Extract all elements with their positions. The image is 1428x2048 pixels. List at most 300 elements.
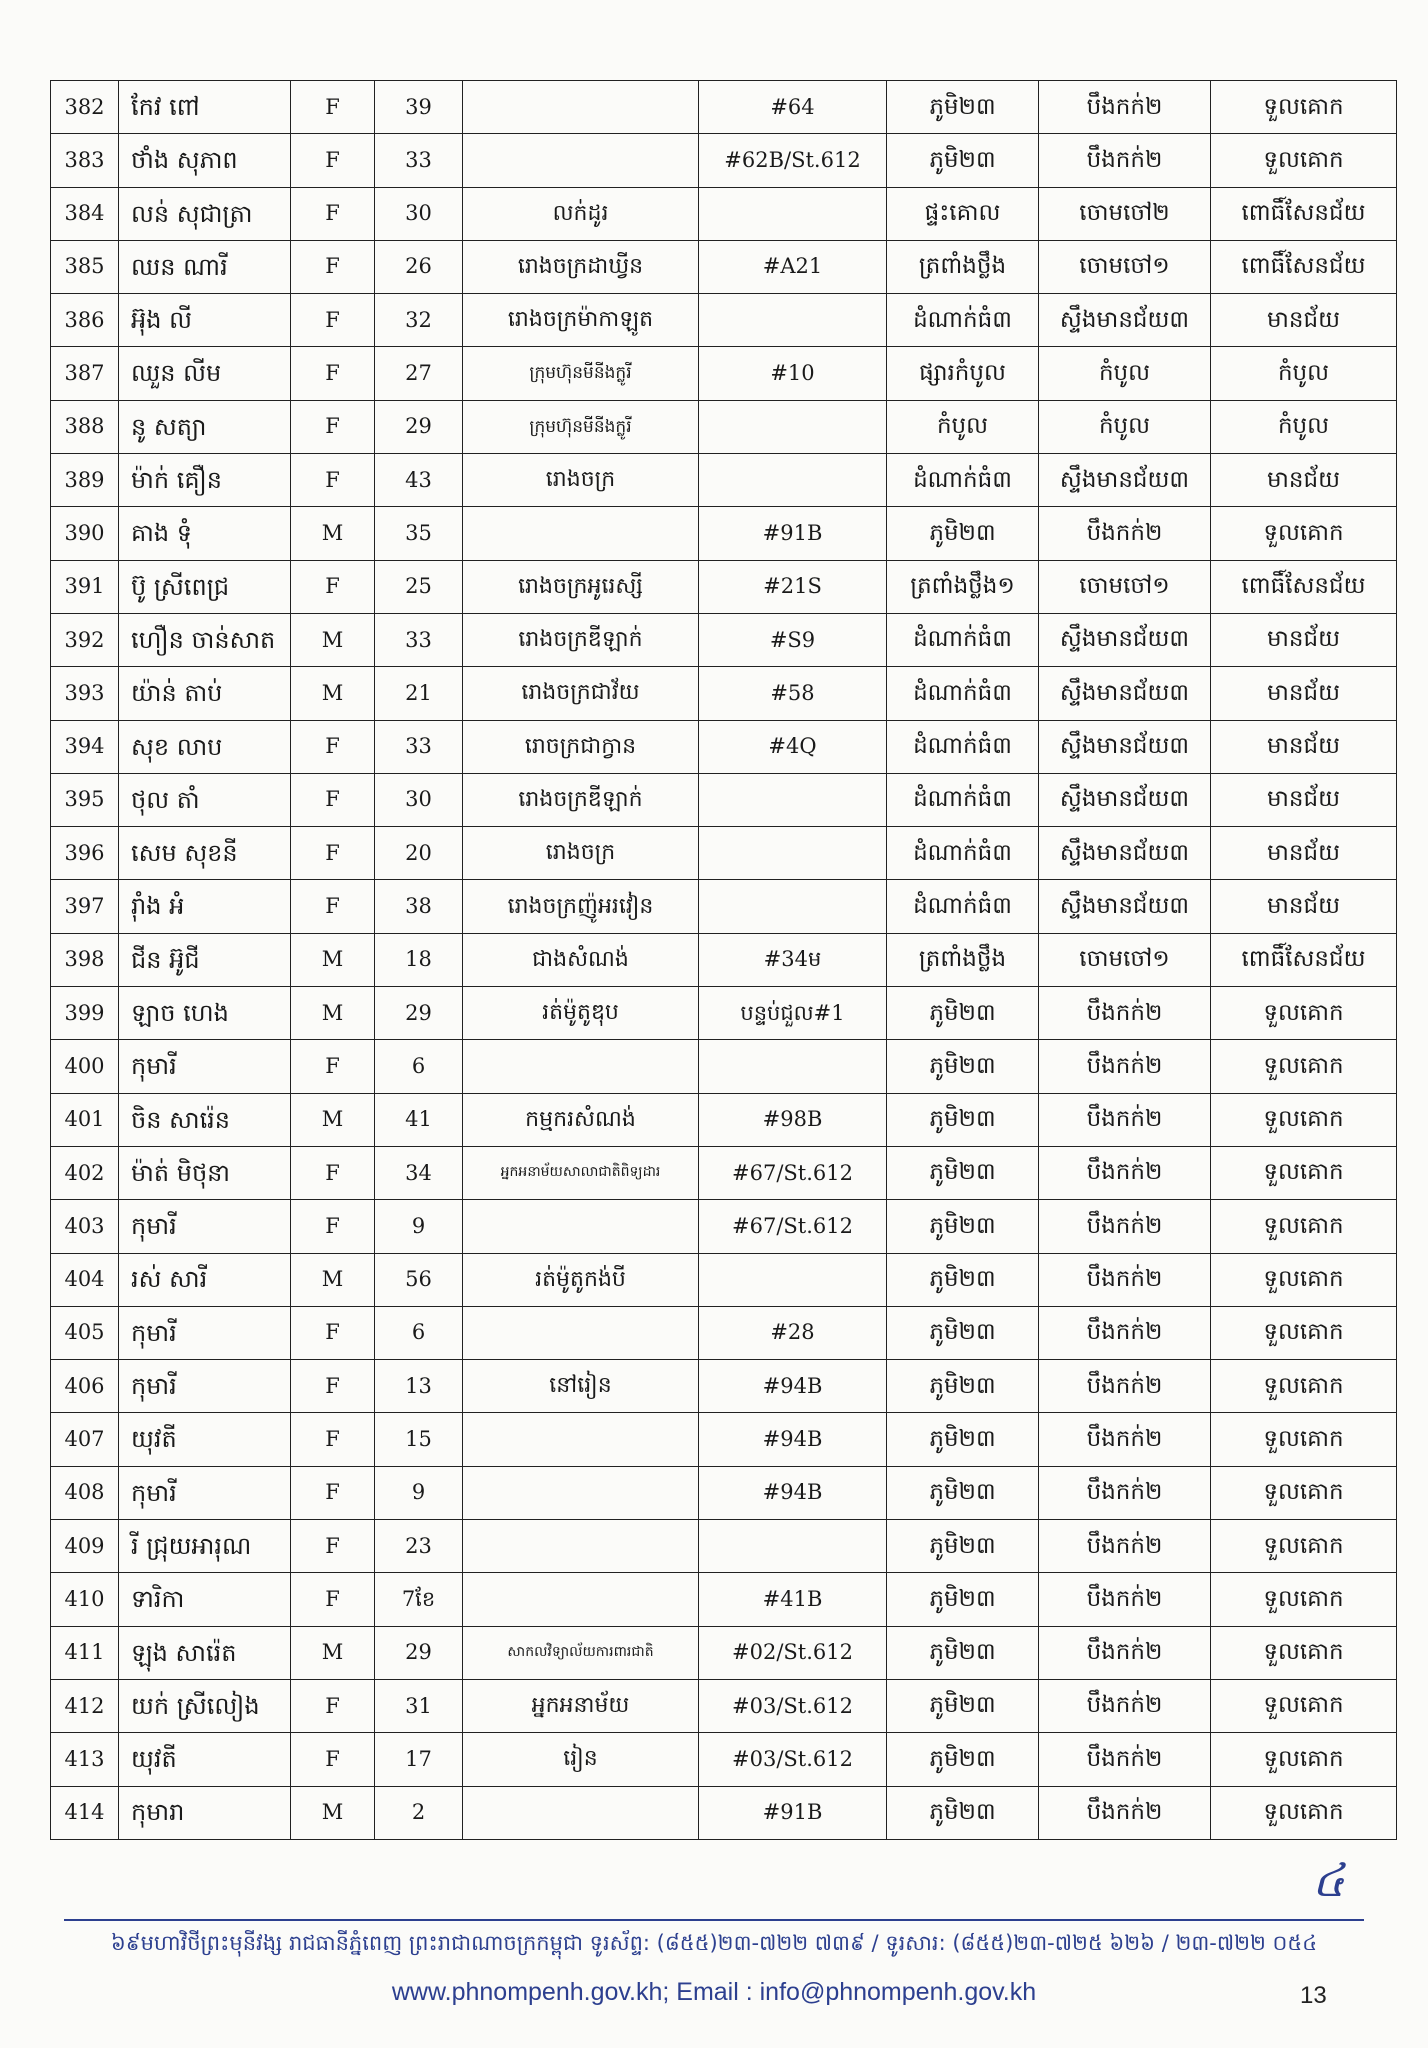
district-cell: ទួលគោក — [1211, 507, 1397, 560]
table-row — [51, 1146, 1397, 1199]
commune-cell: បឹងកក់២ — [1039, 1573, 1211, 1626]
occupation-cell: សាកលវិទ្យាល័យការពារជាតិ — [463, 1626, 699, 1679]
age-cell: 29 — [375, 1626, 463, 1679]
district-cell: ទួលគោក — [1211, 1520, 1397, 1573]
sex-cell: F — [291, 1413, 375, 1466]
house-number-cell — [699, 1520, 887, 1573]
occupation-cell: អ្នកអនាម័យសាលាជាតិពិទ្យដារ — [463, 1146, 699, 1199]
age-cell: 2 — [375, 1786, 463, 1839]
village-cell: ភូមិ២៣ — [887, 1040, 1039, 1093]
person-name-cell: ថុល តាំ — [119, 773, 291, 826]
age-cell: 15 — [375, 1413, 463, 1466]
row-number-cell: 414 — [51, 1786, 119, 1839]
age-cell: 13 — [375, 1360, 463, 1413]
village-cell: ភូមិ២៣ — [887, 1360, 1039, 1413]
row-number-cell: 406 — [51, 1360, 119, 1413]
district-cell: ទួលគោក — [1211, 1200, 1397, 1253]
row-number-cell: 401 — [51, 1093, 119, 1146]
district-cell: ទួលគោក — [1211, 1733, 1397, 1786]
table-row — [51, 773, 1397, 826]
occupation-cell: រោងចក្រ — [463, 454, 699, 507]
commune-cell: បឹងកក់២ — [1039, 1253, 1211, 1306]
sex-cell: F — [291, 1146, 375, 1199]
house-number-cell — [699, 827, 887, 880]
occupation-cell: រៀន — [463, 1733, 699, 1786]
occupation-cell: រោងចក្រឌីឡាក់ — [463, 613, 699, 666]
house-number-cell — [699, 294, 887, 347]
district-cell: ទួលគោក — [1211, 1413, 1397, 1466]
person-name-cell: កុមារី — [119, 1200, 291, 1253]
occupation-cell — [463, 1573, 699, 1626]
table-row — [51, 1626, 1397, 1679]
house-number-cell: #98B — [699, 1093, 887, 1146]
occupation-cell — [463, 81, 699, 134]
district-cell: ពោធិ៍សែនជ័យ — [1211, 240, 1397, 293]
patient-table — [50, 80, 1397, 1840]
commune-cell: ស្ទឹងមានជ័យ៣ — [1039, 454, 1211, 507]
row-number-cell: 396 — [51, 827, 119, 880]
person-name-cell: ម៉ាក់ គឿន — [119, 454, 291, 507]
house-number-cell: #58 — [699, 667, 887, 720]
district-cell: មានជ័យ — [1211, 613, 1397, 666]
district-cell: ទួលគោក — [1211, 1040, 1397, 1093]
house-number-cell: #A21 — [699, 240, 887, 293]
row-number-cell: 400 — [51, 1040, 119, 1093]
person-name-cell: ជីន អ៊ូជី — [119, 933, 291, 986]
occupation-cell: ក្រុមហ៊ុនមីនីងក្លូរី — [463, 400, 699, 453]
commune-cell: បឹងកក់២ — [1039, 1040, 1211, 1093]
district-cell: ទួលគោក — [1211, 1626, 1397, 1679]
village-cell: ភូមិ២៣ — [887, 1306, 1039, 1359]
person-name-cell: ឈន ណារី — [119, 240, 291, 293]
house-number-cell: #94B — [699, 1413, 887, 1466]
village-cell: ត្រពាំងថ្លឹង១ — [887, 560, 1039, 613]
house-number-cell: #41B — [699, 1573, 887, 1626]
commune-cell: បឹងកក់២ — [1039, 1360, 1211, 1413]
sex-cell: F — [291, 773, 375, 826]
row-number-cell: 388 — [51, 400, 119, 453]
age-cell: 18 — [375, 933, 463, 986]
footer-divider — [64, 1919, 1364, 1921]
house-number-cell: #03/St.612 — [699, 1733, 887, 1786]
table-row — [51, 827, 1397, 880]
row-number-cell: 405 — [51, 1306, 119, 1359]
village-cell: ត្រពាំងថ្លឹង — [887, 933, 1039, 986]
row-number-cell: 407 — [51, 1413, 119, 1466]
commune-cell: បឹងកក់២ — [1039, 1679, 1211, 1732]
commune-cell: ស្ទឹងមានជ័យ៣ — [1039, 667, 1211, 720]
house-number-cell: #28 — [699, 1306, 887, 1359]
house-number-cell: #91B — [699, 1786, 887, 1839]
district-cell: មានជ័យ — [1211, 773, 1397, 826]
person-name-cell: ចិន សារ៉េន — [119, 1093, 291, 1146]
sex-cell: F — [291, 400, 375, 453]
district-cell: មានជ័យ — [1211, 720, 1397, 773]
table-row — [51, 1733, 1397, 1786]
house-number-cell: #94B — [699, 1466, 887, 1519]
person-name-cell: គាង ទុំ — [119, 507, 291, 560]
age-cell: 33 — [375, 720, 463, 773]
age-cell: 20 — [375, 827, 463, 880]
occupation-cell: ក្រុមហ៊ុនមីនីងក្លូរី — [463, 347, 699, 400]
row-number-cell: 384 — [51, 187, 119, 240]
age-cell: 27 — [375, 347, 463, 400]
village-cell: ភូមិ២៣ — [887, 1520, 1039, 1573]
house-number-cell — [699, 187, 887, 240]
person-name-cell: រ៉ាំង អំ — [119, 880, 291, 933]
person-name-cell: កុមារី — [119, 1306, 291, 1359]
row-number-cell: 393 — [51, 667, 119, 720]
table-row — [51, 560, 1397, 613]
house-number-cell — [699, 880, 887, 933]
district-cell: មានជ័យ — [1211, 294, 1397, 347]
sex-cell: F — [291, 240, 375, 293]
occupation-cell — [463, 1306, 699, 1359]
table-row — [51, 400, 1397, 453]
row-number-cell: 385 — [51, 240, 119, 293]
age-cell: 6 — [375, 1306, 463, 1359]
occupation-cell: រោងចក្រម៉ាកាឡូត — [463, 294, 699, 347]
table-row — [51, 1200, 1397, 1253]
village-cell: ដំណាក់ធំ៣ — [887, 720, 1039, 773]
person-name-cell: យ៉ាន់ តាប់ — [119, 667, 291, 720]
occupation-cell: កម្មករសំណង់ — [463, 1093, 699, 1146]
row-number-cell: 399 — [51, 987, 119, 1040]
person-name-cell: ប៊ូ ស្រីពេជ្រ — [119, 560, 291, 613]
commune-cell: ស្ទឹងមានជ័យ៣ — [1039, 294, 1211, 347]
table-row — [51, 454, 1397, 507]
row-number-cell: 403 — [51, 1200, 119, 1253]
sex-cell: F — [291, 134, 375, 187]
row-number-cell: 387 — [51, 347, 119, 400]
occupation-cell: រោចក្រជាក្វាន — [463, 720, 699, 773]
village-cell: ភូមិ២៣ — [887, 81, 1039, 134]
row-number-cell: 386 — [51, 294, 119, 347]
person-name-cell: យុវតី — [119, 1733, 291, 1786]
village-cell: ដំណាក់ធំ៣ — [887, 613, 1039, 666]
house-number-cell — [699, 773, 887, 826]
age-cell: 33 — [375, 134, 463, 187]
district-cell: កំបូល — [1211, 347, 1397, 400]
house-number-cell — [699, 1253, 887, 1306]
person-name-cell: ហឿន ចាន់សាត — [119, 613, 291, 666]
village-cell: ភូមិ២៣ — [887, 1200, 1039, 1253]
person-name-cell: រស់ សារី — [119, 1253, 291, 1306]
row-number-cell: 398 — [51, 933, 119, 986]
commune-cell: បឹងកក់២ — [1039, 1146, 1211, 1199]
village-cell: ដំណាក់ធំ៣ — [887, 773, 1039, 826]
age-cell: 33 — [375, 613, 463, 666]
sex-cell: F — [291, 720, 375, 773]
table-row — [51, 987, 1397, 1040]
house-number-cell — [699, 454, 887, 507]
row-number-cell: 390 — [51, 507, 119, 560]
village-cell: ភូមិ២៣ — [887, 507, 1039, 560]
person-name-cell: ទារិកា — [119, 1573, 291, 1626]
person-name-cell: កុមារី — [119, 1360, 291, 1413]
occupation-cell — [463, 1200, 699, 1253]
age-cell: 21 — [375, 667, 463, 720]
age-cell: 30 — [375, 187, 463, 240]
occupation-cell: រោងចក្រដាឃ្វីន — [463, 240, 699, 293]
commune-cell: ចោមចៅ២ — [1039, 187, 1211, 240]
person-name-cell: កែវ ពៅ — [119, 81, 291, 134]
commune-cell: បឹងកក់២ — [1039, 1306, 1211, 1359]
commune-cell: ស្ទឹងមានជ័យ៣ — [1039, 773, 1211, 826]
village-cell: ដំណាក់ធំ៣ — [887, 454, 1039, 507]
row-number-cell: 389 — [51, 454, 119, 507]
house-number-cell: #64 — [699, 81, 887, 134]
village-cell: ភូមិ២៣ — [887, 987, 1039, 1040]
footer-address: ៦៩មហាវិថីព្រះមុនីវង្ស រាជធានីភ្នំពេញ ព្រះរាជាណាចក្រកម្ពុជា ទូរស័ព្ទ: (៨៥៥)២៣-៧២២ ៧៣៩ / ទូរសារ: (៨៥៥)២៣-៧២៥ ៦២៦ / ២៣-៧២២ ០៥៤ — [110, 1931, 1318, 1955]
person-name-cell: សុខ លាប — [119, 720, 291, 773]
row-number-cell: 408 — [51, 1466, 119, 1519]
occupation-cell: រត់ម៉ូតូកង់បី — [463, 1253, 699, 1306]
district-cell: ទួលគោក — [1211, 134, 1397, 187]
commune-cell: បឹងកក់២ — [1039, 987, 1211, 1040]
occupation-cell: រោងចក្រឌីឡាក់ — [463, 773, 699, 826]
house-number-cell: បន្ទប់ជួល#1 — [699, 987, 887, 1040]
age-cell: 29 — [375, 400, 463, 453]
occupation-cell: រោងចក្រជាវ័យ — [463, 667, 699, 720]
table-row — [51, 134, 1397, 187]
sex-cell: F — [291, 81, 375, 134]
occupation-cell — [463, 1413, 699, 1466]
district-cell: ទួលគោក — [1211, 1093, 1397, 1146]
table-row — [51, 507, 1397, 560]
village-cell: កំបូល — [887, 400, 1039, 453]
district-cell: ទួលគោក — [1211, 1466, 1397, 1519]
village-cell: ភូមិ២៣ — [887, 1786, 1039, 1839]
sex-cell: M — [291, 1253, 375, 1306]
village-cell: ដំណាក់ធំ៣ — [887, 880, 1039, 933]
row-number-cell: 411 — [51, 1626, 119, 1679]
row-number-cell: 413 — [51, 1733, 119, 1786]
occupation-cell: លក់ដូរ — [463, 187, 699, 240]
person-name-cell: ឈួន លីម — [119, 347, 291, 400]
sex-cell: F — [291, 1040, 375, 1093]
table-row — [51, 667, 1397, 720]
commune-cell: ចោមចៅ១ — [1039, 240, 1211, 293]
occupation-cell: រោងចក្រញ៉ូអរវៀន — [463, 880, 699, 933]
table-row — [51, 1466, 1397, 1519]
age-cell: 56 — [375, 1253, 463, 1306]
district-cell: ទួលគោក — [1211, 1679, 1397, 1732]
occupation-cell — [463, 1466, 699, 1519]
village-cell: ភូមិ២៣ — [887, 1573, 1039, 1626]
age-cell: 35 — [375, 507, 463, 560]
person-name-cell: ឡាច ហេង — [119, 987, 291, 1040]
sex-cell: M — [291, 667, 375, 720]
house-number-cell: #91B — [699, 507, 887, 560]
sex-cell: F — [291, 1520, 375, 1573]
occupation-cell: រោងចក្រអូរេស្សី — [463, 560, 699, 613]
occupation-cell — [463, 1786, 699, 1839]
occupation-cell — [463, 507, 699, 560]
age-cell: 17 — [375, 1733, 463, 1786]
person-name-cell: ថាំង សុភាព — [119, 134, 291, 187]
sex-cell: F — [291, 827, 375, 880]
table-row — [51, 720, 1397, 773]
person-name-cell: យុវតី — [119, 1413, 291, 1466]
row-number-cell: 382 — [51, 81, 119, 134]
village-cell: ដំណាក់ធំ៣ — [887, 294, 1039, 347]
village-cell: ផ្ទះគោល — [887, 187, 1039, 240]
district-cell: ពោធិ៍សែនជ័យ — [1211, 560, 1397, 613]
person-name-cell: កុមារី — [119, 1040, 291, 1093]
commune-cell: បឹងកក់២ — [1039, 134, 1211, 187]
person-name-cell: យក់ ស្រីលៀង — [119, 1679, 291, 1732]
table-row — [51, 187, 1397, 240]
age-cell: 38 — [375, 880, 463, 933]
table-row — [51, 613, 1397, 666]
house-number-cell: #67/St.612 — [699, 1146, 887, 1199]
row-number-cell: 409 — [51, 1520, 119, 1573]
district-cell: មានជ័យ — [1211, 454, 1397, 507]
district-cell: ទួលគោក — [1211, 1146, 1397, 1199]
commune-cell: បឹងកក់២ — [1039, 1200, 1211, 1253]
commune-cell: បឹងកក់២ — [1039, 1733, 1211, 1786]
house-number-cell: #S9 — [699, 613, 887, 666]
person-name-cell: កុមារី — [119, 1466, 291, 1519]
district-cell: ទួលគោក — [1211, 1253, 1397, 1306]
table-row — [51, 81, 1397, 134]
village-cell: ត្រពាំងថ្លឹង — [887, 240, 1039, 293]
sex-cell: F — [291, 1679, 375, 1732]
house-number-cell — [699, 1040, 887, 1093]
person-name-cell: សេម សុខនី — [119, 827, 291, 880]
table-body — [51, 81, 1397, 1840]
row-number-cell: 404 — [51, 1253, 119, 1306]
commune-cell: បឹងកក់២ — [1039, 507, 1211, 560]
district-cell: ទួលគោក — [1211, 1786, 1397, 1839]
table-row — [51, 1413, 1397, 1466]
commune-cell: កំបូល — [1039, 400, 1211, 453]
occupation-cell: រោងចក្រ — [463, 827, 699, 880]
age-cell: 34 — [375, 1146, 463, 1199]
sex-cell: F — [291, 187, 375, 240]
village-cell: ភូមិ២៣ — [887, 1413, 1039, 1466]
sex-cell: M — [291, 933, 375, 986]
age-cell: 6 — [375, 1040, 463, 1093]
table-row — [51, 294, 1397, 347]
age-cell: 43 — [375, 454, 463, 507]
commune-cell: បឹងកក់២ — [1039, 1413, 1211, 1466]
house-number-cell: #34ម — [699, 933, 887, 986]
district-cell: ពោធិ៍សែនជ័យ — [1211, 187, 1397, 240]
occupation-cell — [463, 134, 699, 187]
table-row — [51, 1253, 1397, 1306]
table-row — [51, 1040, 1397, 1093]
commune-cell: បឹងកក់២ — [1039, 1520, 1211, 1573]
footer-website-email: www.phnompenh.gov.kh; Email : info@phnompenh.gov.kh — [391, 1978, 1037, 2006]
commune-cell: ចោមចៅ១ — [1039, 933, 1211, 986]
district-cell: មានជ័យ — [1211, 880, 1397, 933]
table-row — [51, 1679, 1397, 1732]
sex-cell: F — [291, 1733, 375, 1786]
patient-table-container — [50, 80, 1396, 1840]
house-number-cell — [699, 400, 887, 453]
age-cell: 32 — [375, 294, 463, 347]
commune-cell: ចោមចៅ១ — [1039, 560, 1211, 613]
person-name-cell: ម៉ាត់ មិថុនា — [119, 1146, 291, 1199]
district-cell: កំបូល — [1211, 400, 1397, 453]
table-row — [51, 1360, 1397, 1413]
commune-cell: បឹងកក់២ — [1039, 1626, 1211, 1679]
age-cell: 30 — [375, 773, 463, 826]
page-number: 13 — [1300, 1982, 1327, 2009]
house-number-cell: #94B — [699, 1360, 887, 1413]
age-cell: 29 — [375, 987, 463, 1040]
house-number-cell: #62B/St.612 — [699, 134, 887, 187]
age-cell: 26 — [375, 240, 463, 293]
age-cell: 39 — [375, 81, 463, 134]
row-number-cell: 392 — [51, 613, 119, 666]
commune-cell: ស្ទឹងមានជ័យ៣ — [1039, 880, 1211, 933]
sex-cell: F — [291, 1306, 375, 1359]
row-number-cell: 394 — [51, 720, 119, 773]
person-name-cell: ឡុង សារ៉េត — [119, 1626, 291, 1679]
commune-cell: បឹងកក់២ — [1039, 1466, 1211, 1519]
person-name-cell: រី ជ្រុយអារុណ — [119, 1520, 291, 1573]
row-number-cell: 412 — [51, 1679, 119, 1732]
village-cell: ភូមិ២៣ — [887, 1093, 1039, 1146]
district-cell: ទួលគោក — [1211, 987, 1397, 1040]
sex-cell: F — [291, 1360, 375, 1413]
table-row — [51, 347, 1397, 400]
commune-cell: ស្ទឹងមានជ័យ៣ — [1039, 827, 1211, 880]
commune-cell: ស្ទឹងមានជ័យ៣ — [1039, 720, 1211, 773]
sex-cell: F — [291, 454, 375, 507]
village-cell: ភូមិ២៣ — [887, 1146, 1039, 1199]
village-cell: ដំណាក់ធំ៣ — [887, 827, 1039, 880]
district-cell: មានជ័យ — [1211, 827, 1397, 880]
commune-cell: បឹងកក់២ — [1039, 1786, 1211, 1839]
occupation-cell — [463, 1040, 699, 1093]
table-row — [51, 880, 1397, 933]
commune-cell: កំបូល — [1039, 347, 1211, 400]
sex-cell: F — [291, 1200, 375, 1253]
age-cell: 9 — [375, 1200, 463, 1253]
sex-cell: F — [291, 347, 375, 400]
sex-cell: F — [291, 1573, 375, 1626]
district-cell: ទួលគោក — [1211, 1573, 1397, 1626]
age-cell: 41 — [375, 1093, 463, 1146]
house-number-cell: #21S — [699, 560, 887, 613]
sex-cell: M — [291, 1626, 375, 1679]
table-row — [51, 1306, 1397, 1359]
district-cell: មានជ័យ — [1211, 667, 1397, 720]
table-row — [51, 1093, 1397, 1146]
village-cell: ភូមិ២៣ — [887, 134, 1039, 187]
table-row — [51, 933, 1397, 986]
occupation-cell: ជាងសំណង់ — [463, 933, 699, 986]
sex-cell: F — [291, 294, 375, 347]
district-cell: ទួលគោក — [1211, 1306, 1397, 1359]
table-row — [51, 1520, 1397, 1573]
district-cell: ទួលគោក — [1211, 81, 1397, 134]
sex-cell: M — [291, 1786, 375, 1839]
table-row — [51, 240, 1397, 293]
handwritten-page-mark: ៤ — [1312, 1853, 1345, 1907]
commune-cell: ស្ទឹងមានជ័យ៣ — [1039, 613, 1211, 666]
row-number-cell: 391 — [51, 560, 119, 613]
person-name-cell: លន់ សុជាត្រា — [119, 187, 291, 240]
sex-cell: M — [291, 507, 375, 560]
house-number-cell: #4Q — [699, 720, 887, 773]
house-number-cell: #03/St.612 — [699, 1679, 887, 1732]
occupation-cell: រត់ម៉ូតូឌុប — [463, 987, 699, 1040]
